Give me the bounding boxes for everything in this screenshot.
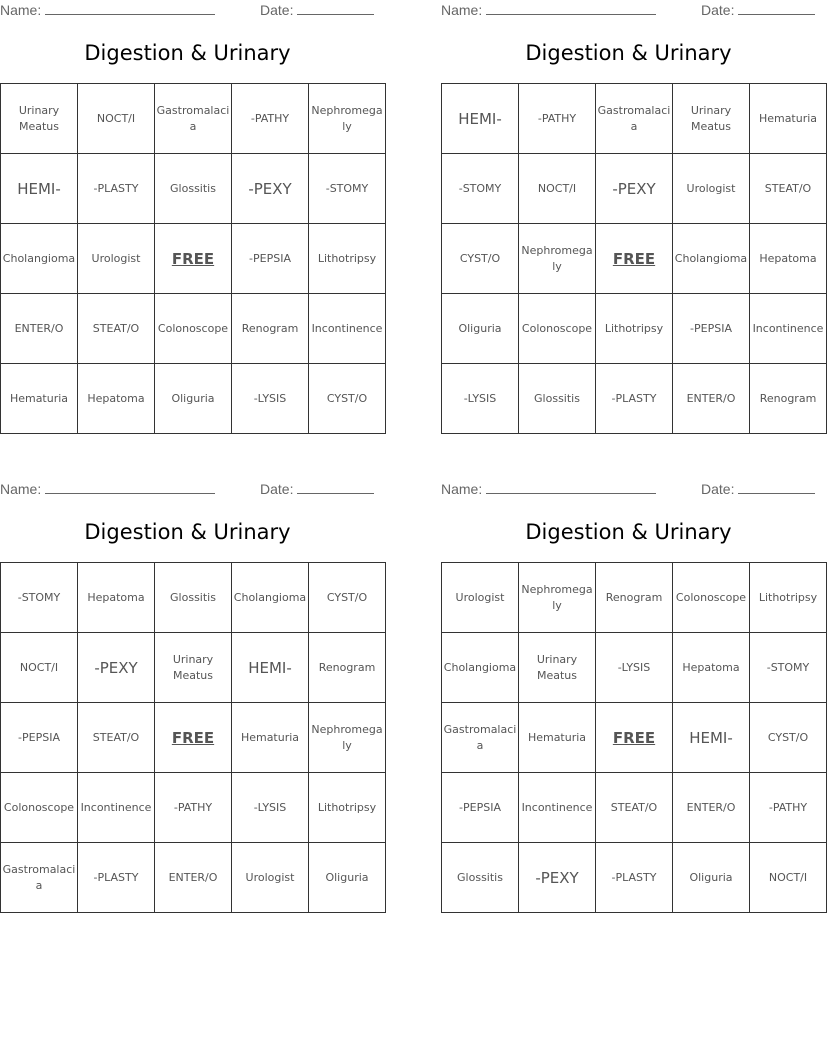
grid-cell: Renogram (309, 633, 386, 703)
card-header (441, 481, 816, 499)
bingo-grid (0, 83, 386, 434)
grid-cell: -PLASTY (596, 364, 673, 434)
grid-cell: CYST/O (750, 703, 827, 773)
grid-cell: Urinary Meatus (1, 84, 78, 154)
grid-cell: -STOMY (1, 563, 78, 633)
free-space: FREE (155, 703, 232, 773)
grid-cell: Gastromalacia (442, 703, 519, 773)
grid-cell: -PATHY (155, 773, 232, 843)
date-field[interactable] (701, 481, 815, 497)
grid-cell: HEMI- (442, 84, 519, 154)
free-space: FREE (155, 224, 232, 294)
date-label: Date: (260, 2, 294, 18)
grid-cell: Glossitis (442, 843, 519, 913)
bingo-grid (441, 562, 827, 913)
bingo-card-2 (441, 0, 824, 440)
date-field[interactable] (260, 481, 374, 497)
name-field[interactable] (441, 481, 656, 497)
grid-cell: Urinary Meatus (673, 84, 750, 154)
grid-cell: CYST/O (309, 563, 386, 633)
grid-cell: Oliguria (442, 294, 519, 364)
grid-cell: -STOMY (309, 154, 386, 224)
card-header (0, 481, 375, 499)
bingo-grid (441, 83, 827, 434)
grid-cell: Cholangioma (673, 224, 750, 294)
grid-cell: ENTER/O (673, 364, 750, 434)
grid-cell: Lithotripsy (750, 563, 827, 633)
grid-cell: -PATHY (519, 84, 596, 154)
date-label: Date: (701, 2, 735, 18)
name-label: Name: (0, 2, 42, 18)
grid-cell: HEMI- (673, 703, 750, 773)
card-title: Digestion & Urinary (525, 41, 732, 65)
bingo-grid (0, 562, 386, 913)
grid-cell: Nephromegaly (309, 84, 386, 154)
card-title: Digestion & Urinary (525, 520, 732, 544)
grid-cell: Urologist (78, 224, 155, 294)
grid-cell: Renogram (232, 294, 309, 364)
name-field[interactable] (441, 2, 656, 18)
date-label: Date: (701, 481, 735, 497)
grid-cell: Nephromegaly (519, 224, 596, 294)
grid-cell: Oliguria (309, 843, 386, 913)
grid-cell: Hepatoma (673, 633, 750, 703)
grid-cell: STEAT/O (78, 294, 155, 364)
grid-cell: -PEXY (78, 633, 155, 703)
grid-cell: Hepatoma (78, 364, 155, 434)
grid-cell: Cholangioma (1, 224, 78, 294)
grid-cell: Colonoscope (155, 294, 232, 364)
grid-cell: ENTER/O (155, 843, 232, 913)
grid-cell: Gastromalacia (1, 843, 78, 913)
grid-cell: -PEPSIA (442, 773, 519, 843)
grid-cell: Incontinence (519, 773, 596, 843)
grid-cell: -LYSIS (232, 773, 309, 843)
name-label: Name: (441, 2, 483, 18)
grid-cell: Oliguria (673, 843, 750, 913)
grid-cell: -LYSIS (442, 364, 519, 434)
grid-cell: Urologist (232, 843, 309, 913)
name-label: Name: (0, 481, 42, 497)
grid-cell: Urologist (673, 154, 750, 224)
card-title: Digestion & Urinary (84, 41, 291, 65)
card-title: Digestion & Urinary (84, 520, 291, 544)
free-space: FREE (596, 224, 673, 294)
grid-cell: CYST/O (309, 364, 386, 434)
grid-cell: -PLASTY (596, 843, 673, 913)
grid-cell: -PEXY (596, 154, 673, 224)
grid-cell: Lithotripsy (596, 294, 673, 364)
grid-cell: -PEPSIA (1, 703, 78, 773)
grid-cell: ENTER/O (1, 294, 78, 364)
grid-cell: Lithotripsy (309, 773, 386, 843)
grid-cell: -LYSIS (232, 364, 309, 434)
grid-cell: Cholangioma (232, 563, 309, 633)
date-label: Date: (260, 481, 294, 497)
name-label: Name: (441, 481, 483, 497)
grid-cell: Urinary Meatus (155, 633, 232, 703)
card-header (0, 2, 375, 20)
grid-cell: -PEPSIA (232, 224, 309, 294)
grid-cell: NOCT/I (78, 84, 155, 154)
grid-cell: Colonoscope (673, 563, 750, 633)
grid-cell: Hematuria (232, 703, 309, 773)
grid-cell: Glossitis (519, 364, 596, 434)
grid-cell: ENTER/O (673, 773, 750, 843)
grid-cell: Oliguria (155, 364, 232, 434)
grid-cell: -PEPSIA (673, 294, 750, 364)
date-field[interactable] (260, 2, 374, 18)
grid-cell: Glossitis (155, 563, 232, 633)
grid-cell: Incontinence (750, 294, 827, 364)
bingo-card-1 (0, 0, 383, 440)
bingo-card-4 (441, 479, 816, 919)
name-field[interactable] (0, 481, 215, 497)
grid-cell: Glossitis (155, 154, 232, 224)
grid-cell: NOCT/I (1, 633, 78, 703)
grid-cell: -PATHY (232, 84, 309, 154)
grid-cell: Cholangioma (442, 633, 519, 703)
name-field[interactable] (0, 2, 215, 18)
grid-cell: HEMI- (232, 633, 309, 703)
grid-cell: -PEXY (232, 154, 309, 224)
grid-cell: HEMI- (1, 154, 78, 224)
grid-cell: NOCT/I (750, 843, 827, 913)
grid-cell: -STOMY (750, 633, 827, 703)
grid-cell: STEAT/O (78, 703, 155, 773)
grid-cell: Gastromalacia (155, 84, 232, 154)
card-header (441, 2, 816, 20)
grid-cell: Urinary Meatus (519, 633, 596, 703)
grid-cell: Hepatoma (750, 224, 827, 294)
free-space: FREE (596, 703, 673, 773)
grid-cell: -PEXY (519, 843, 596, 913)
grid-cell: STEAT/O (750, 154, 827, 224)
grid-cell: Hepatoma (78, 563, 155, 633)
grid-cell: STEAT/O (596, 773, 673, 843)
grid-cell: Colonoscope (519, 294, 596, 364)
grid-cell: Nephromegaly (519, 563, 596, 633)
grid-cell: Hematuria (1, 364, 78, 434)
grid-cell: -PLASTY (78, 154, 155, 224)
grid-cell: Hematuria (750, 84, 827, 154)
grid-cell: Renogram (596, 563, 673, 633)
grid-cell: Hematuria (519, 703, 596, 773)
date-field[interactable] (701, 2, 815, 18)
grid-cell: CYST/O (442, 224, 519, 294)
grid-cell: Colonoscope (1, 773, 78, 843)
grid-cell: Gastromalacia (596, 84, 673, 154)
grid-cell: Lithotripsy (309, 224, 386, 294)
grid-cell: Nephromegaly (309, 703, 386, 773)
grid-cell: Urologist (442, 563, 519, 633)
grid-cell: Incontinence (78, 773, 155, 843)
bingo-card-3 (0, 479, 383, 919)
grid-cell: NOCT/I (519, 154, 596, 224)
grid-cell: -PLASTY (78, 843, 155, 913)
grid-cell: Incontinence (309, 294, 386, 364)
grid-cell: Renogram (750, 364, 827, 434)
grid-cell: -LYSIS (596, 633, 673, 703)
grid-cell: -PATHY (750, 773, 827, 843)
grid-cell: -STOMY (442, 154, 519, 224)
